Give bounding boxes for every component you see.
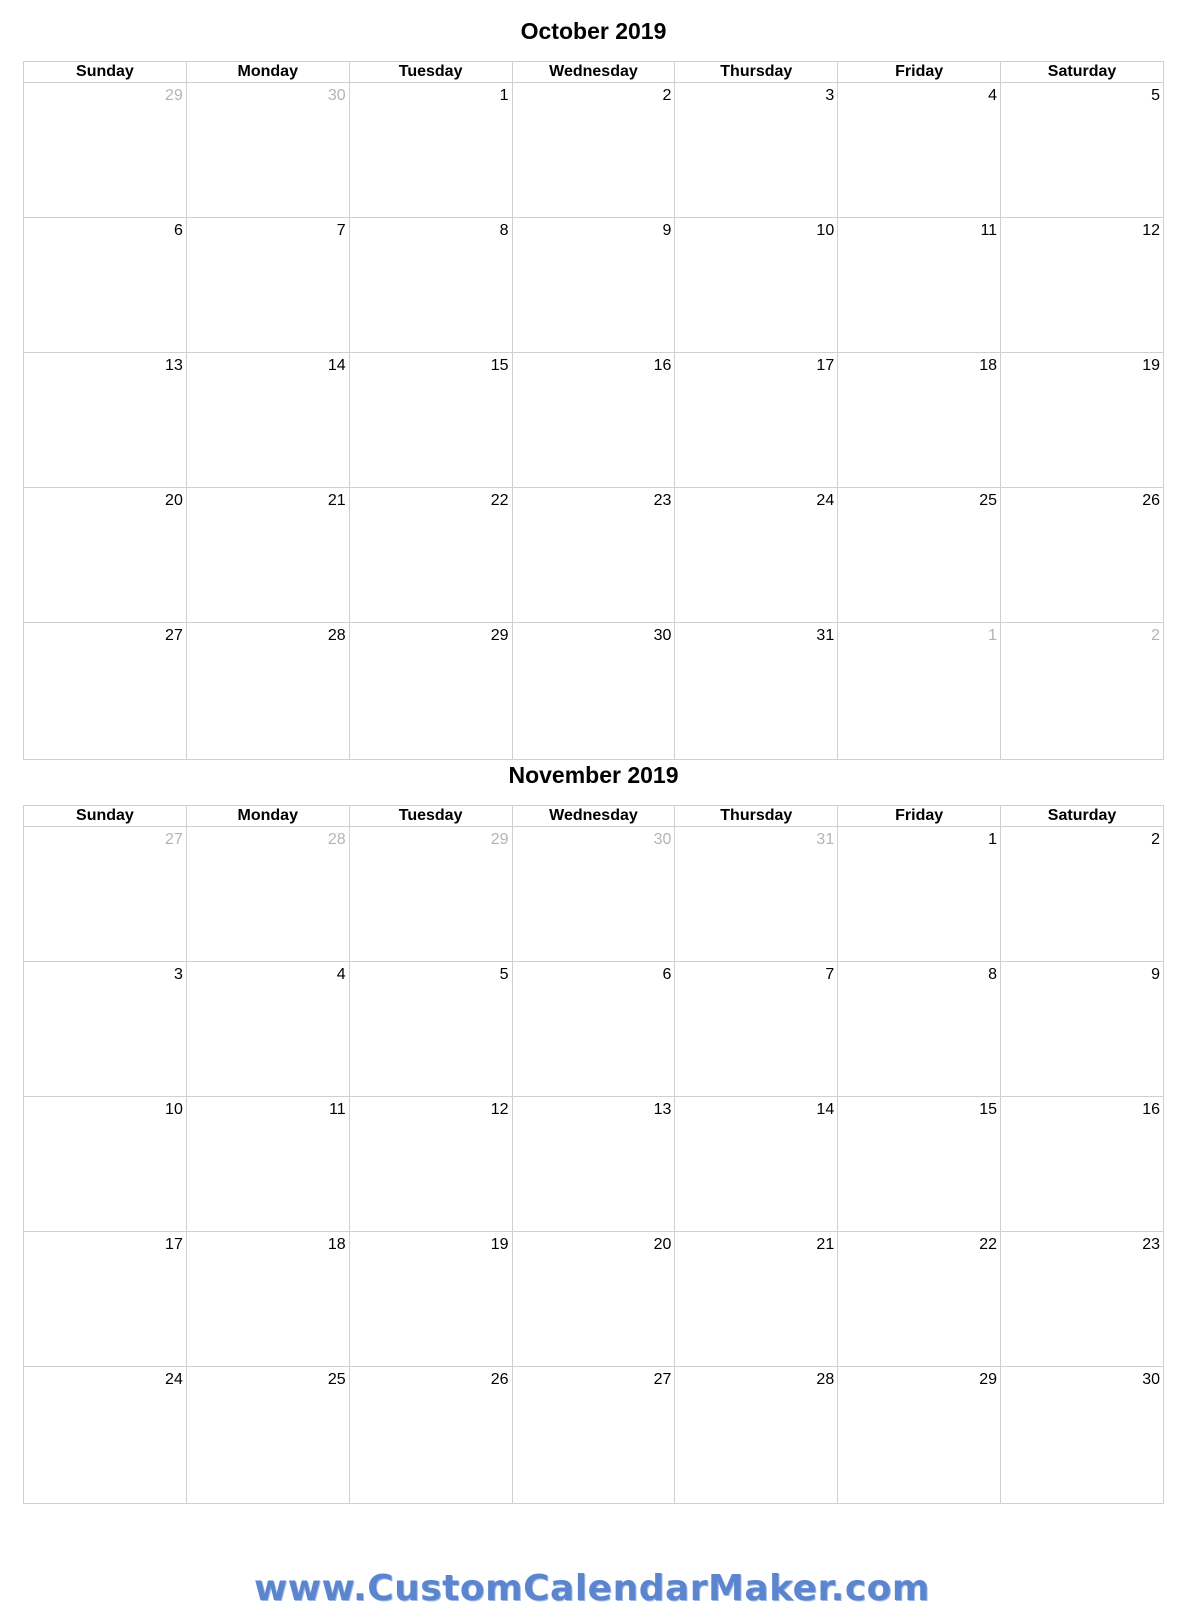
day-number: 28: [327, 627, 346, 644]
day-cell[interactable]: [24, 827, 187, 962]
day-cell[interactable]: [675, 1097, 838, 1232]
day-number: 1: [499, 87, 509, 104]
day-number-other-month: 28: [327, 831, 346, 848]
day-number: 5: [499, 966, 509, 983]
day-cell[interactable]: [1001, 1232, 1164, 1367]
day-number: 25: [979, 492, 998, 509]
day-cell[interactable]: [512, 1232, 675, 1367]
month-november: [23, 761, 1164, 1388]
day-number: 15: [490, 357, 509, 374]
day-number: 11: [329, 1101, 346, 1118]
week-row: [24, 827, 1164, 962]
day-number: 30: [1142, 1371, 1160, 1388]
day-cell[interactable]: [186, 1367, 349, 1504]
day-cell[interactable]: [512, 83, 675, 218]
day-number: 21: [816, 1236, 835, 1253]
day-number: 20: [165, 492, 183, 509]
day-cell[interactable]: [838, 623, 1001, 760]
day-cell[interactable]: [186, 353, 349, 488]
day-cell[interactable]: [1001, 1097, 1164, 1232]
weekday-header: Wednesday: [512, 62, 675, 83]
day-number: 13: [653, 1101, 672, 1118]
week-row: [24, 962, 1164, 1097]
day-number: 13: [165, 357, 183, 374]
week-row: [24, 1367, 1164, 1504]
day-cell[interactable]: [24, 1097, 187, 1232]
day-cell[interactable]: [24, 488, 187, 623]
weekday-header: Tuesday: [349, 62, 512, 83]
day-cell[interactable]: [24, 962, 187, 1097]
weekday-header: Monday: [186, 62, 349, 83]
day-number: 15: [979, 1101, 998, 1118]
day-cell[interactable]: [675, 353, 838, 488]
day-number: 12: [1142, 222, 1160, 239]
day-cell[interactable]: [675, 962, 838, 1097]
day-number: 4: [336, 966, 346, 983]
day-number: 25: [327, 1371, 346, 1388]
day-number: 12: [490, 1101, 509, 1118]
day-cell[interactable]: [186, 1232, 349, 1367]
day-number: 16: [1142, 1101, 1160, 1118]
day-number: 30: [653, 627, 672, 644]
month-title: October 2019: [520, 18, 667, 44]
day-number-other-month: 29: [490, 831, 509, 848]
day-number: 21: [327, 492, 346, 509]
day-cell[interactable]: [186, 488, 349, 623]
day-cell[interactable]: [1001, 218, 1164, 353]
day-number: 17: [165, 1236, 183, 1253]
day-cell[interactable]: [838, 1367, 1001, 1504]
day-number: 27: [165, 627, 183, 644]
day-cell[interactable]: [349, 962, 512, 1097]
day-number: 4: [988, 87, 998, 104]
weekday-header: Friday: [838, 62, 1001, 83]
weekday-header-row: [24, 62, 1164, 83]
day-number: 22: [490, 492, 509, 509]
day-number: 29: [979, 1371, 998, 1388]
day-number: 19: [490, 1236, 509, 1253]
day-number: 23: [653, 492, 672, 509]
day-number: 28: [816, 1371, 835, 1388]
day-cell[interactable]: [675, 1232, 838, 1367]
day-number: 20: [653, 1236, 672, 1253]
day-cell[interactable]: [675, 1367, 838, 1504]
day-number: 10: [165, 1101, 183, 1118]
day-cell[interactable]: [24, 623, 187, 760]
day-cell[interactable]: [512, 218, 675, 353]
day-number: 3: [825, 87, 835, 104]
day-number: 23: [1142, 1236, 1160, 1253]
day-number: 10: [816, 222, 835, 239]
weekday-header-row: [24, 806, 1164, 827]
day-cell[interactable]: [675, 218, 838, 353]
day-number-other-month: 2: [1151, 627, 1160, 644]
day-number: 24: [816, 492, 835, 509]
day-cell[interactable]: [349, 1367, 512, 1504]
day-cell[interactable]: [675, 488, 838, 623]
day-cell[interactable]: [838, 218, 1001, 353]
day-cell[interactable]: [24, 218, 187, 353]
weekday-header: Friday: [838, 806, 1001, 827]
day-number-other-month: 27: [165, 831, 183, 848]
day-cell[interactable]: [512, 827, 675, 962]
day-number: 1: [988, 831, 998, 848]
weekday-header: Tuesday: [349, 806, 512, 827]
day-cell[interactable]: [512, 353, 675, 488]
day-number: 29: [490, 627, 509, 644]
day-number-other-month: 1: [988, 627, 998, 644]
weekday-header: Wednesday: [512, 806, 675, 827]
day-number: 9: [1151, 966, 1160, 983]
day-cell[interactable]: [186, 1097, 349, 1232]
day-number: 7: [336, 222, 346, 239]
day-cell[interactable]: [1001, 827, 1164, 962]
weekday-header: Thursday: [675, 806, 838, 827]
day-number: 22: [979, 1236, 998, 1253]
day-number: 16: [653, 357, 672, 374]
day-number: 6: [173, 222, 183, 239]
day-cell[interactable]: [349, 623, 512, 760]
day-number: 2: [1151, 831, 1160, 848]
day-cell[interactable]: [1001, 623, 1164, 760]
month-october: [23, 17, 1164, 644]
day-number: 14: [327, 357, 346, 374]
day-cell[interactable]: [349, 218, 512, 353]
day-cell[interactable]: [349, 1232, 512, 1367]
day-cell[interactable]: [24, 1232, 187, 1367]
weekday-header: Thursday: [675, 62, 838, 83]
day-number: 31: [816, 627, 835, 644]
footer-website-link[interactable]: www.CustomCalendarMaker.com: [254, 1568, 930, 1609]
month-title: November 2019: [508, 762, 679, 788]
day-number: 11: [980, 222, 998, 239]
weekday-header: Saturday: [1001, 62, 1164, 83]
day-cell[interactable]: [838, 488, 1001, 623]
day-number: 6: [662, 966, 672, 983]
day-cell[interactable]: [1001, 962, 1164, 1097]
day-cell[interactable]: [24, 83, 187, 218]
day-cell[interactable]: [1001, 488, 1164, 623]
day-number: 26: [490, 1371, 509, 1388]
day-cell[interactable]: [512, 488, 675, 623]
day-number: 18: [327, 1236, 346, 1253]
day-number: 8: [499, 222, 509, 239]
week-row: [24, 623, 1164, 760]
week-row: [24, 218, 1164, 353]
day-cell[interactable]: [838, 83, 1001, 218]
week-row: [24, 1097, 1164, 1232]
day-number: 5: [1151, 87, 1160, 104]
day-cell[interactable]: [349, 1097, 512, 1232]
day-number: 9: [662, 222, 672, 239]
day-cell[interactable]: [512, 1367, 675, 1504]
day-cell[interactable]: [349, 83, 512, 218]
week-row: [24, 353, 1164, 488]
day-cell[interactable]: [1001, 83, 1164, 218]
day-number: 7: [825, 966, 835, 983]
day-number: 19: [1142, 357, 1160, 374]
day-cell[interactable]: [675, 827, 838, 962]
day-cell[interactable]: [838, 827, 1001, 962]
calendar-grid: [23, 61, 1164, 760]
weekday-header: Saturday: [1001, 806, 1164, 827]
week-row: [24, 1232, 1164, 1367]
day-number: 24: [165, 1371, 183, 1388]
day-cell[interactable]: [838, 1097, 1001, 1232]
day-cell[interactable]: [24, 1367, 187, 1504]
day-cell[interactable]: [186, 962, 349, 1097]
day-cell[interactable]: [349, 827, 512, 962]
day-cell[interactable]: [838, 962, 1001, 1097]
day-cell[interactable]: [186, 827, 349, 962]
calendar-grid: [23, 805, 1164, 1504]
day-cell[interactable]: [675, 83, 838, 218]
day-number: 14: [816, 1101, 835, 1118]
day-cell[interactable]: [838, 353, 1001, 488]
day-cell[interactable]: [186, 218, 349, 353]
day-cell[interactable]: [186, 83, 349, 218]
day-number: 17: [816, 357, 835, 374]
day-cell[interactable]: [349, 488, 512, 623]
day-number: 18: [979, 357, 998, 374]
day-number-other-month: 31: [816, 831, 835, 848]
day-cell[interactable]: [512, 1097, 675, 1232]
day-number-other-month: 30: [327, 87, 346, 104]
week-row: [24, 488, 1164, 623]
day-number-other-month: 30: [653, 831, 672, 848]
day-cell[interactable]: [838, 1232, 1001, 1367]
weekday-header: Sunday: [24, 62, 187, 83]
day-number: 8: [988, 966, 998, 983]
day-cell[interactable]: [1001, 1367, 1164, 1504]
day-number-other-month: 29: [165, 87, 183, 104]
day-cell[interactable]: [512, 962, 675, 1097]
day-number: 27: [653, 1371, 672, 1388]
day-number: 2: [662, 87, 672, 104]
day-cell[interactable]: [512, 623, 675, 760]
day-cell[interactable]: [1001, 353, 1164, 488]
weekday-header: Sunday: [24, 806, 187, 827]
day-cell[interactable]: [349, 353, 512, 488]
day-cell[interactable]: [24, 353, 187, 488]
day-cell[interactable]: [186, 623, 349, 760]
day-cell[interactable]: [675, 623, 838, 760]
weekday-header: Monday: [186, 806, 349, 827]
day-number: 26: [1142, 492, 1160, 509]
week-row: [24, 83, 1164, 218]
day-number: 3: [173, 966, 183, 983]
